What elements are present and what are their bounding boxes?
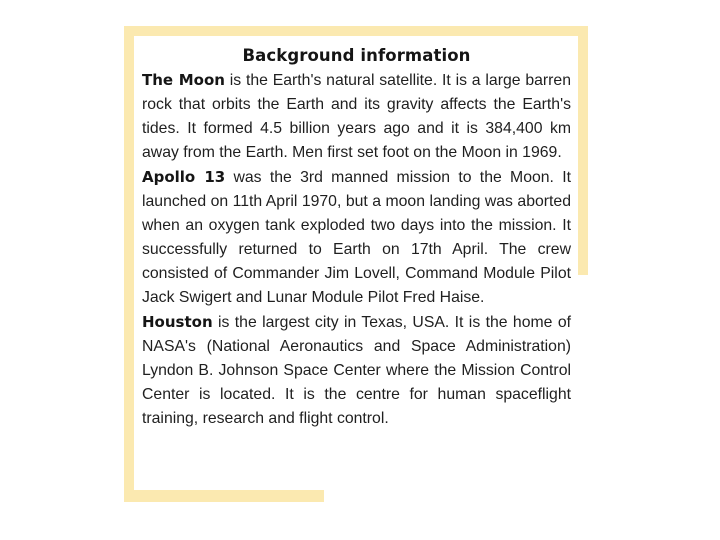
paragraph-houston	[142, 310, 571, 431]
term-apollo-13: Apollo 13	[142, 168, 226, 186]
paragraph-moon	[142, 68, 571, 165]
term-moon: The Moon	[142, 71, 225, 89]
paragraph-moon-text: is the Earth's natural satellite. It is a large barren rock that orbits the Earth and its gravity affects the Earth's tides. It formed 4.5 billion years ago and it is 384,400 km away from the Earth. Men first set foot on the Moon in 1969.	[142, 72, 571, 161]
card-title: Background information	[242, 46, 471, 65]
frame-bottom-border	[124, 490, 324, 502]
paragraph-houston-text: is the largest city in Texas, USA. It is the home of NASA's (National Aeronautics and Space Administration) Lyndon B. Johnson Space Center where the Mission Control Center is located. It is the centre for human spaceflight training, research and flight control.	[142, 314, 571, 427]
paragraph-apollo-13-text: was the 3rd manned mission to the Moon. It launched on 11th April 1970, but a moon landing was aborted when an oxygen tank exploded two days into the mission. It successfully returned to Earth on 17th April. The crew consisted of Commander Jim Lovell, Command Module Pilot Jack Swigert and Lunar Module Pilot Fred Haise.	[142, 169, 571, 306]
paragraph-apollo-13	[142, 165, 571, 310]
frame-right-border	[578, 26, 588, 275]
term-houston: Houston	[142, 313, 213, 331]
background-info-card	[134, 36, 578, 490]
